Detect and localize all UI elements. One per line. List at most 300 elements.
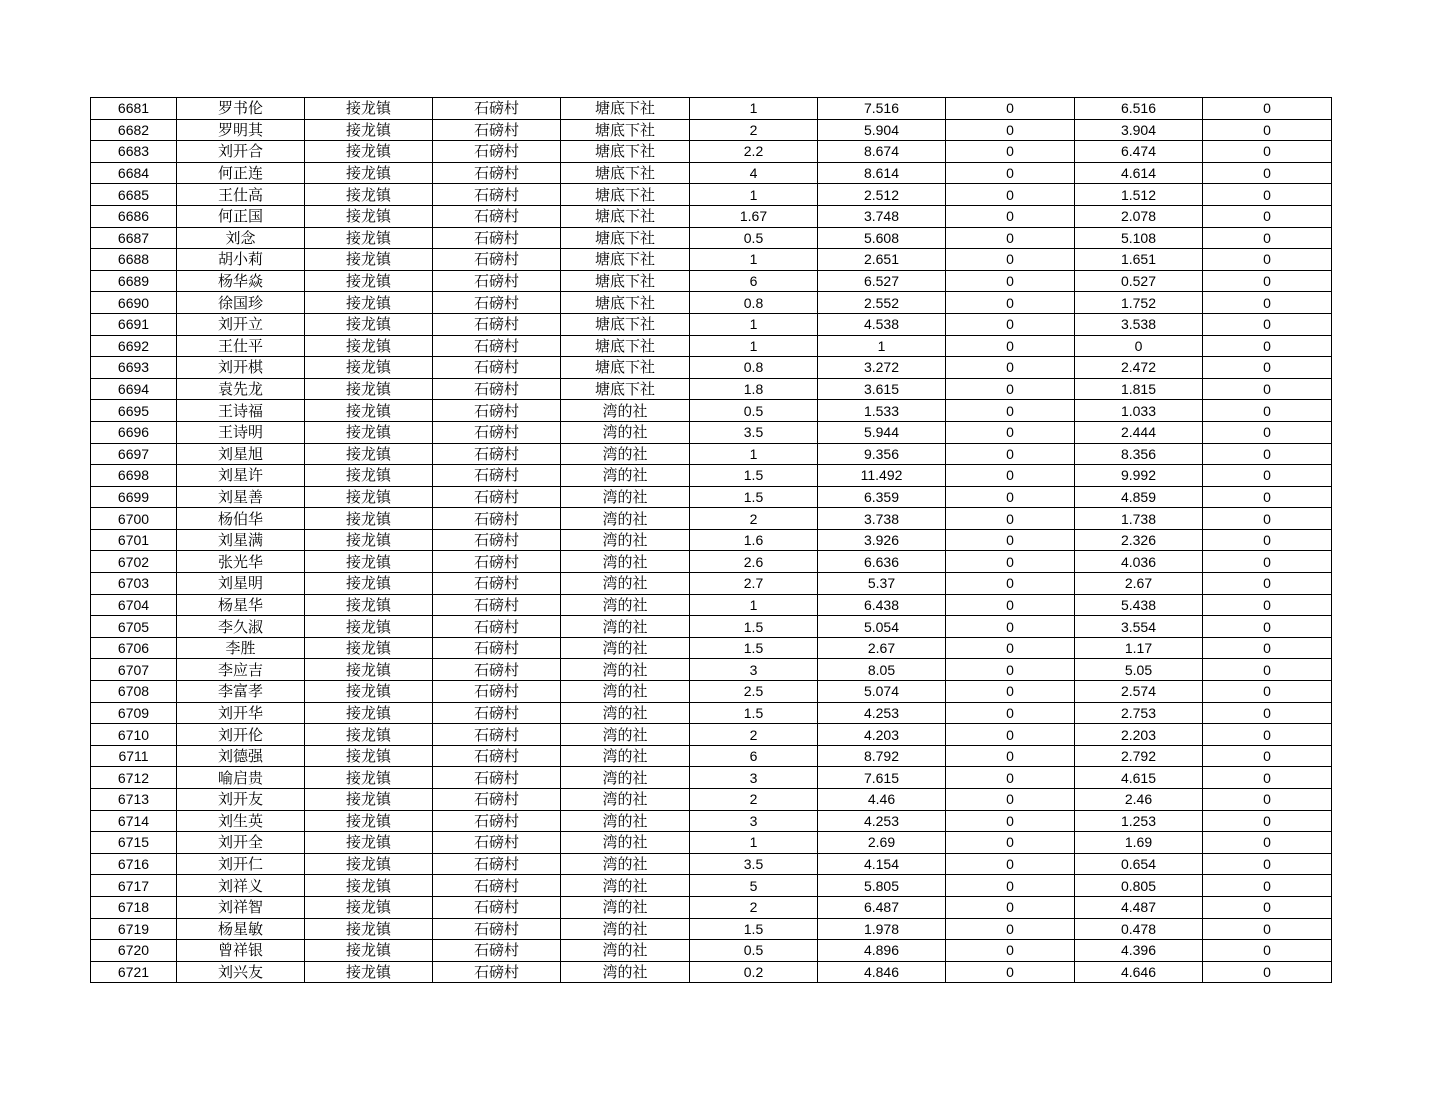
value-a-cell: 5 — [690, 875, 818, 897]
value-b-cell: 4.253 — [818, 810, 946, 832]
value-e-cell: 0 — [1203, 961, 1332, 983]
village-cell: 石磅村 — [433, 508, 561, 530]
table-row — [91, 896, 1332, 918]
value-b-cell: 5.944 — [818, 421, 946, 443]
value-e-cell: 0 — [1203, 292, 1332, 314]
value-d-cell: 1.815 — [1075, 378, 1203, 400]
table-row — [91, 551, 1332, 573]
value-c-cell: 0 — [946, 162, 1075, 184]
value-e-cell: 0 — [1203, 400, 1332, 422]
name-cell: 刘开全 — [177, 832, 305, 854]
name-cell: 刘祥义 — [177, 875, 305, 897]
table-row — [91, 789, 1332, 811]
value-d-cell: 4.036 — [1075, 551, 1203, 573]
group-cell: 湾的社 — [561, 918, 690, 940]
value-b-cell: 3.272 — [818, 357, 946, 379]
group-cell: 湾的社 — [561, 745, 690, 767]
id-cell: 6700 — [91, 508, 177, 530]
name-cell: 罗明其 — [177, 119, 305, 141]
id-cell: 6703 — [91, 573, 177, 595]
town-cell: 接龙镇 — [305, 465, 433, 487]
value-d-cell: 2.574 — [1075, 681, 1203, 703]
value-d-cell: 1.738 — [1075, 508, 1203, 530]
value-e-cell: 0 — [1203, 940, 1332, 962]
value-a-cell: 3 — [690, 810, 818, 832]
value-b-cell: 8.05 — [818, 659, 946, 681]
value-a-cell: 1 — [690, 249, 818, 271]
group-cell: 塘底下社 — [561, 357, 690, 379]
table-body — [91, 98, 1332, 983]
id-cell: 6709 — [91, 702, 177, 724]
value-e-cell: 0 — [1203, 594, 1332, 616]
table-row — [91, 918, 1332, 940]
group-cell: 塘底下社 — [561, 378, 690, 400]
value-a-cell: 1.5 — [690, 616, 818, 638]
id-cell: 6687 — [91, 227, 177, 249]
town-cell: 接龙镇 — [305, 98, 433, 120]
name-cell: 刘兴友 — [177, 961, 305, 983]
table-row — [91, 767, 1332, 789]
value-a-cell: 0.5 — [690, 400, 818, 422]
group-cell: 湾的社 — [561, 940, 690, 962]
value-a-cell: 0.5 — [690, 227, 818, 249]
name-cell: 王诗福 — [177, 400, 305, 422]
village-cell: 石磅村 — [433, 767, 561, 789]
value-a-cell: 1 — [690, 313, 818, 335]
value-e-cell: 0 — [1203, 508, 1332, 530]
value-e-cell: 0 — [1203, 184, 1332, 206]
value-b-cell: 2.512 — [818, 184, 946, 206]
village-cell: 石磅村 — [433, 141, 561, 163]
name-cell: 何正连 — [177, 162, 305, 184]
value-b-cell: 5.054 — [818, 616, 946, 638]
town-cell: 接龙镇 — [305, 508, 433, 530]
value-d-cell: 2.67 — [1075, 573, 1203, 595]
value-c-cell: 0 — [946, 292, 1075, 314]
town-cell: 接龙镇 — [305, 832, 433, 854]
value-e-cell: 0 — [1203, 918, 1332, 940]
id-cell: 6695 — [91, 400, 177, 422]
value-c-cell: 0 — [946, 616, 1075, 638]
town-cell: 接龙镇 — [305, 724, 433, 746]
value-c-cell: 0 — [946, 270, 1075, 292]
value-e-cell: 0 — [1203, 659, 1332, 681]
village-cell: 石磅村 — [433, 745, 561, 767]
village-cell: 石磅村 — [433, 616, 561, 638]
village-cell: 石磅村 — [433, 875, 561, 897]
table-row — [91, 162, 1332, 184]
value-b-cell: 2.552 — [818, 292, 946, 314]
value-b-cell: 3.738 — [818, 508, 946, 530]
village-cell: 石磅村 — [433, 184, 561, 206]
value-d-cell: 0.654 — [1075, 853, 1203, 875]
id-cell: 6696 — [91, 421, 177, 443]
value-b-cell: 3.926 — [818, 529, 946, 551]
group-cell: 湾的社 — [561, 486, 690, 508]
id-cell: 6706 — [91, 637, 177, 659]
village-cell: 石磅村 — [433, 486, 561, 508]
group-cell: 湾的社 — [561, 573, 690, 595]
town-cell: 接龙镇 — [305, 681, 433, 703]
value-b-cell: 6.438 — [818, 594, 946, 616]
value-c-cell: 0 — [946, 378, 1075, 400]
value-b-cell: 6.359 — [818, 486, 946, 508]
name-cell: 袁先龙 — [177, 378, 305, 400]
value-c-cell: 0 — [946, 119, 1075, 141]
value-c-cell: 0 — [946, 529, 1075, 551]
town-cell: 接龙镇 — [305, 313, 433, 335]
village-cell: 石磅村 — [433, 789, 561, 811]
value-c-cell: 0 — [946, 724, 1075, 746]
id-cell: 6682 — [91, 119, 177, 141]
name-cell: 胡小莉 — [177, 249, 305, 271]
value-b-cell: 3.748 — [818, 205, 946, 227]
group-cell: 湾的社 — [561, 637, 690, 659]
table-row — [91, 465, 1332, 487]
town-cell: 接龙镇 — [305, 637, 433, 659]
value-e-cell: 0 — [1203, 227, 1332, 249]
table-row — [91, 205, 1332, 227]
value-c-cell: 0 — [946, 681, 1075, 703]
value-d-cell: 0.805 — [1075, 875, 1203, 897]
value-b-cell: 5.074 — [818, 681, 946, 703]
table-row — [91, 443, 1332, 465]
value-e-cell: 0 — [1203, 162, 1332, 184]
value-c-cell: 0 — [946, 875, 1075, 897]
id-cell: 6714 — [91, 810, 177, 832]
table-row — [91, 119, 1332, 141]
village-cell: 石磅村 — [433, 594, 561, 616]
town-cell: 接龙镇 — [305, 789, 433, 811]
value-b-cell: 4.538 — [818, 313, 946, 335]
name-cell: 李富孝 — [177, 681, 305, 703]
value-a-cell: 2.7 — [690, 573, 818, 595]
value-e-cell: 0 — [1203, 745, 1332, 767]
town-cell: 接龙镇 — [305, 659, 433, 681]
value-e-cell: 0 — [1203, 486, 1332, 508]
group-cell: 塘底下社 — [561, 292, 690, 314]
town-cell: 接龙镇 — [305, 400, 433, 422]
value-c-cell: 0 — [946, 205, 1075, 227]
table-row — [91, 702, 1332, 724]
value-b-cell: 4.896 — [818, 940, 946, 962]
village-cell: 石磅村 — [433, 702, 561, 724]
value-e-cell: 0 — [1203, 875, 1332, 897]
value-e-cell: 0 — [1203, 205, 1332, 227]
table-row — [91, 141, 1332, 163]
name-cell: 刘开华 — [177, 702, 305, 724]
value-b-cell: 7.516 — [818, 98, 946, 120]
name-cell: 刘德强 — [177, 745, 305, 767]
value-b-cell: 2.69 — [818, 832, 946, 854]
village-cell: 石磅村 — [433, 853, 561, 875]
table-row — [91, 681, 1332, 703]
table-row — [91, 400, 1332, 422]
value-d-cell: 0.478 — [1075, 918, 1203, 940]
value-b-cell: 8.674 — [818, 141, 946, 163]
value-d-cell: 1.752 — [1075, 292, 1203, 314]
value-b-cell: 5.805 — [818, 875, 946, 897]
value-d-cell: 1.512 — [1075, 184, 1203, 206]
town-cell: 接龙镇 — [305, 443, 433, 465]
value-c-cell: 0 — [946, 853, 1075, 875]
name-cell: 刘开友 — [177, 789, 305, 811]
value-a-cell: 1.6 — [690, 529, 818, 551]
value-a-cell: 1 — [690, 98, 818, 120]
group-cell: 塘底下社 — [561, 119, 690, 141]
value-e-cell: 0 — [1203, 551, 1332, 573]
table-row — [91, 573, 1332, 595]
value-d-cell: 1.651 — [1075, 249, 1203, 271]
name-cell: 刘开仁 — [177, 853, 305, 875]
name-cell: 刘开立 — [177, 313, 305, 335]
group-cell: 塘底下社 — [561, 141, 690, 163]
table-row — [91, 853, 1332, 875]
table-row — [91, 98, 1332, 120]
value-e-cell: 0 — [1203, 270, 1332, 292]
value-a-cell: 1.5 — [690, 702, 818, 724]
value-e-cell: 0 — [1203, 249, 1332, 271]
value-d-cell: 5.438 — [1075, 594, 1203, 616]
value-c-cell: 0 — [946, 400, 1075, 422]
value-b-cell: 3.615 — [818, 378, 946, 400]
name-cell: 杨华焱 — [177, 270, 305, 292]
group-cell: 湾的社 — [561, 400, 690, 422]
value-a-cell: 3.5 — [690, 853, 818, 875]
value-a-cell: 0.8 — [690, 292, 818, 314]
town-cell: 接龙镇 — [305, 616, 433, 638]
value-a-cell: 1 — [690, 335, 818, 357]
value-c-cell: 0 — [946, 249, 1075, 271]
value-d-cell: 2.792 — [1075, 745, 1203, 767]
id-cell: 6684 — [91, 162, 177, 184]
value-a-cell: 2 — [690, 119, 818, 141]
value-c-cell: 0 — [946, 896, 1075, 918]
group-cell: 湾的社 — [561, 659, 690, 681]
name-cell: 何正国 — [177, 205, 305, 227]
value-b-cell: 1.978 — [818, 918, 946, 940]
value-b-cell: 2.67 — [818, 637, 946, 659]
value-c-cell: 0 — [946, 810, 1075, 832]
value-a-cell: 1.5 — [690, 486, 818, 508]
group-cell: 塘底下社 — [561, 270, 690, 292]
value-a-cell: 1.5 — [690, 465, 818, 487]
town-cell: 接龙镇 — [305, 918, 433, 940]
name-cell: 李应吉 — [177, 659, 305, 681]
value-d-cell: 2.753 — [1075, 702, 1203, 724]
id-cell: 6692 — [91, 335, 177, 357]
name-cell: 刘星满 — [177, 529, 305, 551]
id-cell: 6702 — [91, 551, 177, 573]
value-c-cell: 0 — [946, 335, 1075, 357]
village-cell: 石磅村 — [433, 918, 561, 940]
value-d-cell: 6.474 — [1075, 141, 1203, 163]
value-a-cell: 2 — [690, 896, 818, 918]
town-cell: 接龙镇 — [305, 162, 433, 184]
village-cell: 石磅村 — [433, 810, 561, 832]
value-e-cell: 0 — [1203, 896, 1332, 918]
town-cell: 接龙镇 — [305, 184, 433, 206]
value-a-cell: 1.5 — [690, 918, 818, 940]
table-row — [91, 227, 1332, 249]
town-cell: 接龙镇 — [305, 292, 433, 314]
id-cell: 6710 — [91, 724, 177, 746]
id-cell: 6686 — [91, 205, 177, 227]
name-cell: 杨星敏 — [177, 918, 305, 940]
village-cell: 石磅村 — [433, 335, 561, 357]
village-cell: 石磅村 — [433, 357, 561, 379]
name-cell: 刘开棋 — [177, 357, 305, 379]
id-cell: 6707 — [91, 659, 177, 681]
value-e-cell: 0 — [1203, 421, 1332, 443]
value-a-cell: 6 — [690, 745, 818, 767]
value-d-cell: 4.646 — [1075, 961, 1203, 983]
group-cell: 湾的社 — [561, 465, 690, 487]
town-cell: 接龙镇 — [305, 227, 433, 249]
table-row — [91, 637, 1332, 659]
value-d-cell: 5.05 — [1075, 659, 1203, 681]
id-cell: 6693 — [91, 357, 177, 379]
town-cell: 接龙镇 — [305, 205, 433, 227]
group-cell: 湾的社 — [561, 551, 690, 573]
table-row — [91, 270, 1332, 292]
value-c-cell: 0 — [946, 98, 1075, 120]
town-cell: 接龙镇 — [305, 940, 433, 962]
town-cell: 接龙镇 — [305, 875, 433, 897]
table-row — [91, 529, 1332, 551]
value-e-cell: 0 — [1203, 119, 1332, 141]
value-d-cell: 5.108 — [1075, 227, 1203, 249]
village-cell: 石磅村 — [433, 443, 561, 465]
village-cell: 石磅村 — [433, 292, 561, 314]
value-d-cell: 3.538 — [1075, 313, 1203, 335]
group-cell: 塘底下社 — [561, 162, 690, 184]
value-d-cell: 1.69 — [1075, 832, 1203, 854]
value-e-cell: 0 — [1203, 853, 1332, 875]
value-a-cell: 1.5 — [690, 637, 818, 659]
group-cell: 湾的社 — [561, 896, 690, 918]
village-cell: 石磅村 — [433, 421, 561, 443]
id-cell: 6718 — [91, 896, 177, 918]
value-d-cell: 2.326 — [1075, 529, 1203, 551]
id-cell: 6699 — [91, 486, 177, 508]
value-c-cell: 0 — [946, 551, 1075, 573]
id-cell: 6720 — [91, 940, 177, 962]
id-cell: 6705 — [91, 616, 177, 638]
town-cell: 接龙镇 — [305, 853, 433, 875]
group-cell: 湾的社 — [561, 832, 690, 854]
name-cell: 刘开伦 — [177, 724, 305, 746]
group-cell: 湾的社 — [561, 875, 690, 897]
group-cell: 塘底下社 — [561, 313, 690, 335]
value-c-cell: 0 — [946, 767, 1075, 789]
value-e-cell: 0 — [1203, 724, 1332, 746]
value-e-cell: 0 — [1203, 465, 1332, 487]
value-e-cell: 0 — [1203, 767, 1332, 789]
village-cell: 石磅村 — [433, 119, 561, 141]
value-e-cell: 0 — [1203, 335, 1332, 357]
table-row — [91, 961, 1332, 983]
id-cell: 6681 — [91, 98, 177, 120]
table-row — [91, 335, 1332, 357]
value-e-cell: 0 — [1203, 378, 1332, 400]
village-cell: 石磅村 — [433, 940, 561, 962]
value-b-cell: 6.487 — [818, 896, 946, 918]
village-cell: 石磅村 — [433, 400, 561, 422]
table-row — [91, 745, 1332, 767]
value-a-cell: 2.2 — [690, 141, 818, 163]
id-cell: 6688 — [91, 249, 177, 271]
value-b-cell: 1.533 — [818, 400, 946, 422]
value-d-cell: 4.615 — [1075, 767, 1203, 789]
value-b-cell: 5.904 — [818, 119, 946, 141]
group-cell: 湾的社 — [561, 702, 690, 724]
value-b-cell: 11.492 — [818, 465, 946, 487]
value-e-cell: 0 — [1203, 789, 1332, 811]
value-d-cell: 4.859 — [1075, 486, 1203, 508]
id-cell: 6711 — [91, 745, 177, 767]
group-cell: 湾的社 — [561, 421, 690, 443]
value-c-cell: 0 — [946, 508, 1075, 530]
town-cell: 接龙镇 — [305, 378, 433, 400]
value-d-cell: 1.033 — [1075, 400, 1203, 422]
id-cell: 6685 — [91, 184, 177, 206]
group-cell: 塘底下社 — [561, 98, 690, 120]
group-cell: 塘底下社 — [561, 205, 690, 227]
village-cell: 石磅村 — [433, 637, 561, 659]
id-cell: 6698 — [91, 465, 177, 487]
value-d-cell: 2.46 — [1075, 789, 1203, 811]
group-cell: 湾的社 — [561, 767, 690, 789]
value-e-cell: 0 — [1203, 141, 1332, 163]
town-cell: 接龙镇 — [305, 249, 433, 271]
group-cell: 塘底下社 — [561, 227, 690, 249]
name-cell: 刘念 — [177, 227, 305, 249]
value-e-cell: 0 — [1203, 616, 1332, 638]
value-e-cell: 0 — [1203, 313, 1332, 335]
value-e-cell: 0 — [1203, 443, 1332, 465]
id-cell: 6712 — [91, 767, 177, 789]
id-cell: 6697 — [91, 443, 177, 465]
name-cell: 喻启贵 — [177, 767, 305, 789]
group-cell: 湾的社 — [561, 853, 690, 875]
town-cell: 接龙镇 — [305, 896, 433, 918]
village-cell: 石磅村 — [433, 98, 561, 120]
village-cell: 石磅村 — [433, 896, 561, 918]
group-cell: 塘底下社 — [561, 249, 690, 271]
id-cell: 6708 — [91, 681, 177, 703]
value-a-cell: 1 — [690, 443, 818, 465]
value-b-cell: 2.651 — [818, 249, 946, 271]
name-cell: 王诗明 — [177, 421, 305, 443]
value-d-cell: 0.527 — [1075, 270, 1203, 292]
value-a-cell: 2.6 — [690, 551, 818, 573]
town-cell: 接龙镇 — [305, 702, 433, 724]
value-a-cell: 4 — [690, 162, 818, 184]
value-c-cell: 0 — [946, 573, 1075, 595]
village-cell: 石磅村 — [433, 465, 561, 487]
value-c-cell: 0 — [946, 745, 1075, 767]
value-b-cell: 6.527 — [818, 270, 946, 292]
id-cell: 6717 — [91, 875, 177, 897]
table-row — [91, 810, 1332, 832]
value-b-cell: 8.614 — [818, 162, 946, 184]
table-row — [91, 486, 1332, 508]
value-c-cell: 0 — [946, 940, 1075, 962]
value-b-cell: 7.615 — [818, 767, 946, 789]
id-cell: 6716 — [91, 853, 177, 875]
value-a-cell: 2 — [690, 508, 818, 530]
